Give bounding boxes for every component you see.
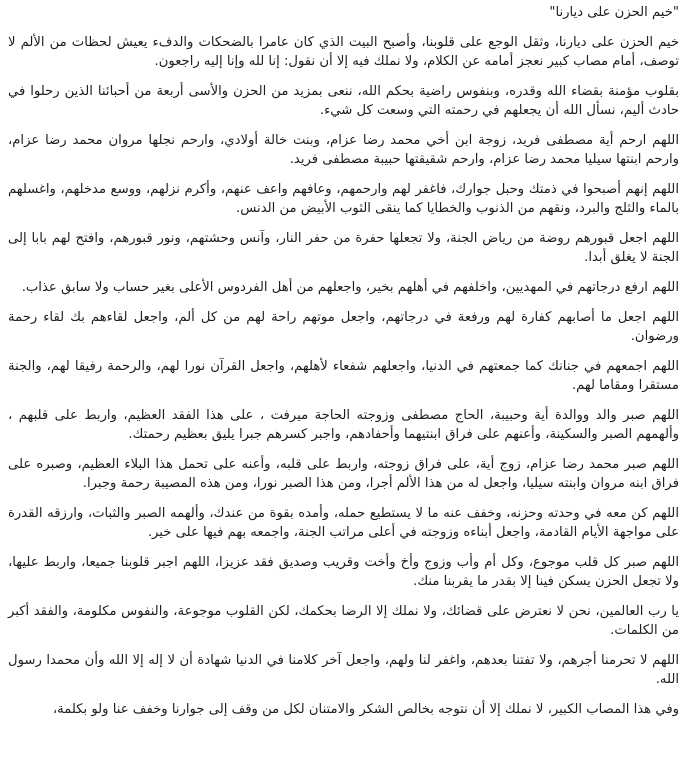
post-paragraph: اللهم كن معه في وحدته وحزنه، وخفف عنه ما لا يستطيع حمله، وأمده بقوة من عندك، وألهمه الصبر والثبات، وارزقه القدرة على مواجهة الأيام القادمة، واجعل أبناءه وزوجته في أعلى مراتب الجنة، واجمعه بهم فيها على خير. — [8, 506, 679, 540]
post-paragraph: اللهم إنهم أصبحوا في ذمتك وحبل جوارك، فاغفر لهم وارحمهم، وعافهم واعف عنهم، وأكرم نزلهم، ووسع مدخلهم، واغسلهم بالماء والثلج والبرد، ونقهم من الذنوب والخطايا كما ينقى الثوب الأبيض من الدنس. — [8, 182, 679, 216]
post-paragraph: اللهم ارفع درجاتهم في المهديين، واخلفهم في أهلهم بخير، واجعلهم من أهل الفردوس الأعلى بغير حساب ولا سابق عذاب. — [21, 280, 679, 295]
post-paragraph: اللهم صبر كل قلب موجوع، وكل أم وأب وزوج وأخ وأخت وقريب وصديق فقد عزيزا، اللهم اجبر قلوبنا جميعا، واربط عليها، ولا تجعل الحزن يسكن فينا إلا بقدر ما يقربنا منك. — [8, 555, 679, 589]
post-paragraph: اللهم صبر والد ووالدة أية وحبيبة، الحاج مصطفى وزوجته الحاجة ميرفت ، على هذا الفقد العظيم، واربط على قلبهم ، وألهمهم الصبر والسكينة، وأعنهم على فراق ابنتيهما وأحفادهم، واجبر كسرهم جبرا يليق بعظيم رحمتك. — [8, 408, 679, 442]
post-title: "خيم الحزن على ديارنا" — [549, 5, 679, 20]
post-paragraph: اللهم اجمعهم في جنانك كما جمعتهم في الدنيا، واجعلهم شفعاء لأهلهم، واجعل القرآن نورا لهم، والرحمة رفيقا لهم، والجنة مستقرا ومقاما لهم. — [8, 359, 679, 393]
post-paragraph: اللهم اجعل ما أصابهم كفارة لهم ورفعة في درجاتهم، واجعل موتهم راحة لهم من كل ألم، واجعل لقاءهم بك لقاء رحمة ورضوان. — [8, 310, 679, 344]
post-paragraph: اللهم لا تحرمنا أجرهم، ولا تفتنا بعدهم، واغفر لنا ولهم، واجعل آخر كلامنا في الدنيا شهادة أن لا إله إلا الله وأن محمدا رسول الله. — [8, 653, 679, 687]
post-paragraph: اللهم ارحم أية مصطفى فريد، زوجة ابن أخي محمد رضا عزام، وبنت خالة أولادي، وارحم نجلها مروان محمد رضا عزام، وارحم ابنتها سيليا محمد رضا عزام، وارحم شقيقتها حبيبة مصطفى فريد. — [8, 133, 679, 167]
post-paragraph: بقلوب مؤمنة بقضاء الله وقدره، وبنفوس راضية بحكم الله، ننعى بمزيد من الحزن والأسى أربعة من أحبائنا الذين رحلوا في حادث أليم، نسأل الله أن يجعلهم في رحمته التي وسعت كل شيء. — [8, 84, 679, 118]
post-paragraph: يا رب العالمين، نحن لا نعترض على قضائك، ولا نملك إلا الرضا بحكمك، لكن القلوب موجوعة، والنفوس مكلومة، والفقد أكبر من الكلمات. — [8, 604, 679, 638]
post-paragraph: اللهم اجعل قبورهم روضة من رياض الجنة، ولا تجعلها حفرة من حفر النار، وآنس وحشتهم، ونور قبورهم، وافتح لهم بابا إلى الجنة لا يغلق أبدا. — [8, 231, 679, 265]
post-paragraph: وفي هذا المصاب الكبير، لا نملك إلا أن نتوجه بخالص الشكر والامتنان لكل من وقف إلى جوارنا وخفف عنا ولو بكلمة، — [52, 702, 679, 717]
post-paragraph: خيم الحزن على ديارنا، وثقل الوجع على قلوبنا، وأصبح البيت الذي كان عامرا بالضحكات والدفء يعيش لحظات من الألم لا توصف، أمام مصاب كبير نعجز أمامه عن الكلام، ولا نملك فيه إلا أن نقول: إنا لله وإنا إليه راجعون. — [8, 35, 679, 69]
post-paragraph: اللهم صبر محمد رضا عزام، زوج أية، على فراق زوجته، واربط على قلبه، وأعنه على تحمل هذا البلاء العظيم، وصبره على فراق ابنه مروان وابنته سيليا، واجعل له من هذا الألم أجرا، ومن هذا الصبر نورا، ومن هذه المصيبة رحمة وجبرا. — [8, 457, 679, 491]
